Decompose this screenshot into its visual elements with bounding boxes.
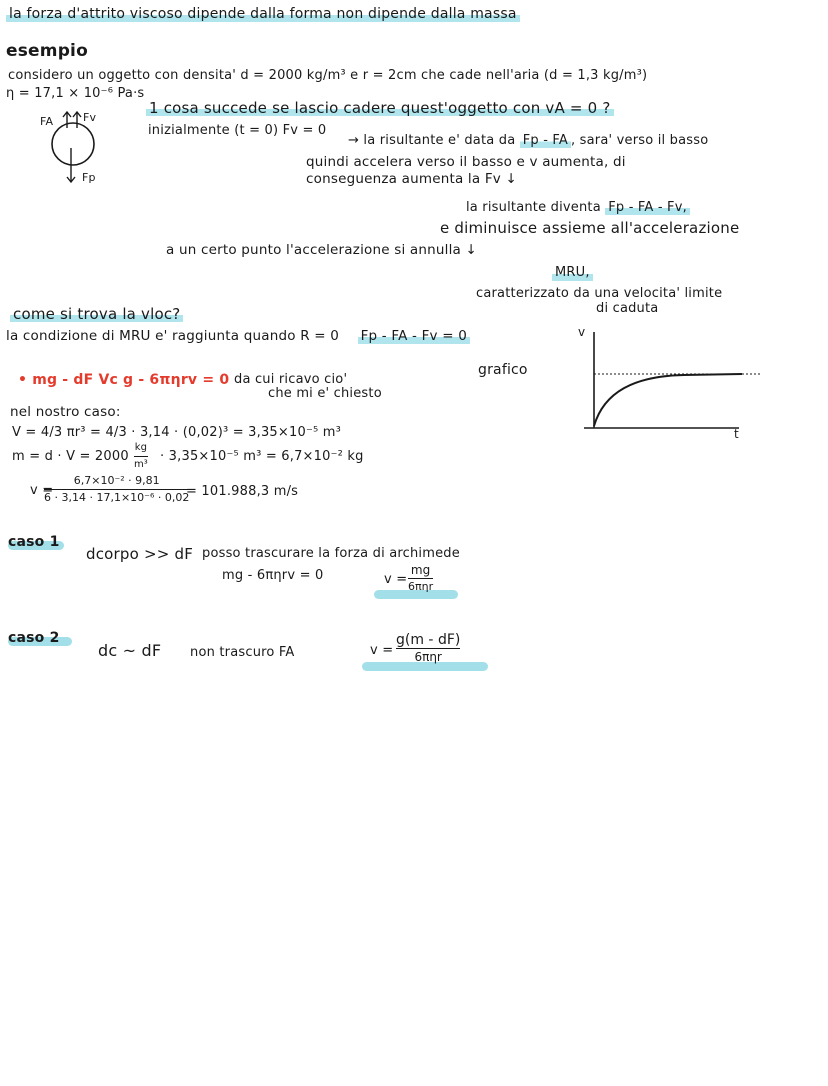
result-1-suffix: , sara' verso il basso [571, 133, 709, 148]
accelerates-line-1: quindi accelera verso il basso e v aumenta, di [306, 154, 626, 170]
calc-mass-unit-den: m³ [134, 459, 148, 470]
caso-2-v-lhs: v = [370, 643, 394, 658]
page-title: la forza d'attrito viscoso dipende dalla forma non dipende dalla massa [6, 6, 520, 22]
caso-2-v-fraction [396, 633, 460, 664]
calc-volume: V = 4/3 πr³ = 4/3 · 3,14 · (0,02)³ = 3,35×10⁻⁵ m³ [12, 425, 342, 440]
caso-1-v-lhs: v = [384, 572, 408, 587]
result-1-text [348, 133, 708, 149]
mru-label: MRU, [552, 265, 593, 281]
caso-2-condition: dc ~ dF [98, 641, 162, 660]
velocity-time-graph-drawing [574, 322, 764, 442]
caso-1-condition: dcorpo >> dF [86, 545, 194, 563]
caso-1-label: caso 1 [8, 534, 60, 550]
result-2-text [466, 200, 690, 216]
caso-2-v-num: g(m - dF) [396, 632, 461, 648]
graph-axis-t: t [734, 427, 739, 441]
result-2-formula: Fp - FA - Fv, [605, 200, 690, 215]
label-fa: FA [40, 115, 54, 128]
accelerates-line-2: conseguenza aumenta la Fv ↓ [306, 171, 517, 187]
grafico-label: grafico [478, 362, 528, 378]
caso-2-v-den: 6πηr [414, 650, 442, 664]
calc-mass-left: m = d · V = 2000 [12, 449, 129, 464]
question-1: 1 cosa succede se lascio cadere quest'oggetto con vA = 0 ? [146, 100, 614, 116]
label-fp: Fp [82, 171, 96, 184]
calc-velocity-lhs: v = [30, 483, 54, 498]
calc-mass-unit-fraction [134, 441, 148, 472]
how-vloc-heading: come si trova la vloc? [10, 306, 183, 322]
graph-axis-v: v [578, 325, 586, 339]
force-diagram [30, 108, 120, 188]
caso-1-v-den: 6πηr [408, 580, 434, 593]
caso-1-text: posso trascurare la forza di archimede [202, 546, 460, 561]
velocity-time-graph [574, 322, 764, 442]
result-1-formula: Fp - FA [520, 133, 571, 148]
calc-mass-right: · 3,35×10⁻⁵ m³ = 6,7×10⁻² kg [160, 449, 364, 464]
caso-1-v-num: mg [410, 563, 431, 577]
formula-note-1: da cui ricavo cio' [234, 372, 348, 387]
terminal-velocity-equation: • mg - dF Vc g - 6πηrv = 0 [18, 372, 230, 388]
initially-text: inizialmente (t = 0) Fv = 0 [148, 123, 327, 138]
acceleration-zero: a un certo punto l'accelerazione si annulla ↓ [166, 242, 478, 258]
mru-condition [6, 328, 470, 344]
characterized-line-2: di caduta [596, 301, 659, 316]
intro-line-2: η = 17,1 × 10⁻⁶ Pa·s [6, 86, 145, 101]
intro-line-1: considero un oggetto con densita' d = 2000 kg/m³ e r = 2cm che cade nell'aria (d = 1,3 kg/m³) [8, 68, 648, 83]
result-1-prefix: → la risultante e' data da [348, 133, 516, 148]
mru-condition-text: la condizione di MRU e' raggiunta quando R = 0 [6, 328, 340, 344]
mru-condition-formula: Fp - FA - Fv = 0 [358, 328, 470, 344]
caso-1-v-fraction [408, 563, 433, 594]
caso-2-label: caso 2 [8, 630, 60, 646]
our-case-heading: nel nostro caso: [10, 404, 121, 420]
calc-velocity-den: 6 · 3,14 · 17,1×10⁻⁶ · 0,02 [44, 491, 190, 504]
calc-velocity-num: 6,7×10⁻² · 9,81 [73, 474, 160, 487]
calc-velocity-result: = 101.988,3 m/s [186, 484, 299, 499]
caso-1-equation: mg - 6πηrv = 0 [222, 568, 324, 583]
calc-mass-unit-num: kg [134, 442, 147, 453]
formula-note-2: che mi e' chiesto [268, 386, 382, 401]
section-heading-esempio: esempio [6, 41, 88, 61]
result-2-decreases: e diminuisce assieme all'accelerazione [440, 219, 740, 237]
caso-2-text: non trascuro FA [190, 645, 295, 660]
calc-velocity-fraction [44, 474, 189, 505]
characterized-line-1: caratterizzato da una velocita' limite [476, 286, 723, 301]
result-2-prefix: la risultante diventa [466, 200, 601, 215]
label-fv: Fv [83, 111, 97, 124]
